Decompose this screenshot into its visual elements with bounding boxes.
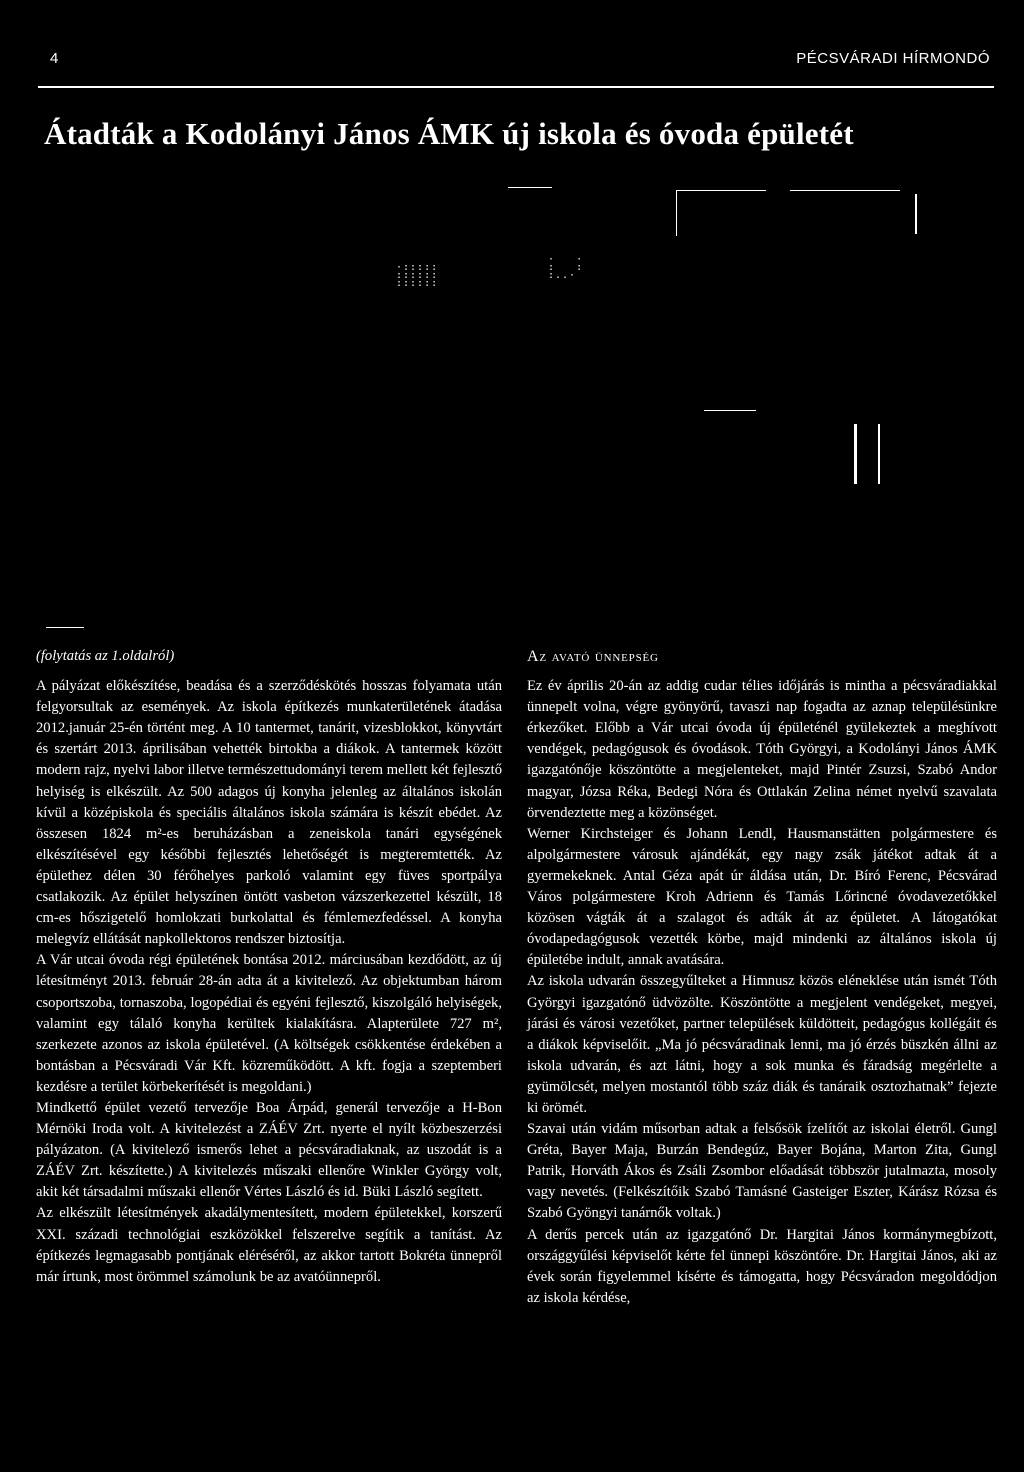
body-paragraph: Az elkészült létesítmények akadálymentesített, modern épületekkel, korszerű XXI. századi technológiai eszközökkel felszerelve segítik a tanítást. Az építkezés legmagasabb pontjának eléréséről, az akkor tartott Bokréta ünnepről már írtunk, most örömmel számolunk be az avatóünnepről. (36, 1205, 502, 1285)
body-paragraph: Szavai után vidám műsorban adtak a felsősök ízelítőt az iskolai életről. Gungl Gréta, Bayer Maja, Burzán Bendegúz, Bayer Bojána, Marton Zita, Gungl Patrik, Horváth Ákos és Zsáli Zsombor előadását többször jutalmazta, mosoly vagy nevetés. (Felkészítőik Szabó Tamásné Gasteiger Eszter, Kárász Rózsa és Szabó Gyöngyi tanárnők voltak.) (527, 1121, 997, 1222)
header-rule (38, 86, 994, 88)
body-paragraph: Mindkettő épület vezető tervezője Boa Árpád, generál tervezője a H-Bon Mérnöki Iroda volt. A kivitelezést a ZÁÉV Zrt. nyerte el nyílt közbeszerzési pályázaton. (A kivitelező ismerős lehet a pécsváradiaknak, az uszodát is a ZÁÉV Zrt. készítette.) A kivitelezés műszaki ellenőre Winkler György volt, akit két társadalmi műszaki ellenőr Vértes László és id. Büki László segített. (36, 1099, 502, 1201)
body-paragraph: Werner Kirchsteiger és Johann Lendl, Hausmanstätten polgármestere és alpolgármestere városuk ajándékát, egy nagy zsák játékot adtak át a gyermekeknek. Antal Géza apát úr áldása után, Dr. Bíró Ferenc, Pécsvárad Város polgármestere Kroh Adrienn és Tamás Lőrincné óvodavezetőkkel közösen vágták át a szalagot és adták át az épületet. A látogatókat óvodapedagógusok vezették körbe, majd mindenki az általános iskola új épületébe indult, annak avatására. (527, 825, 997, 969)
body-paragraph: A pályázat előkészítése, beadása és a szerződéskötés hosszas folyamata után felgyorsultak az események. Az iskola építkezés munkaterületének átadása 2012.január 25-én történt meg. A 10 tantermet, tanárit, vizesblokkot, könyvtárt és szertárt 2013. áprilisában vehették birtokba a diákok. A tantermek között modern rajz, nyelvi labor illetve természettudományi terem mellett két fejlesztő helyiség is elkészült. Az 500 adagos új konyha jelenleg az általános iskolán kívül a középiskola és speciális általános iskola számára is készít ebédet. Az összesen 1824 m²-es beruházásban a zeneiskola tanári egységének elkészítésével egy későbbi fejlesztés lehetőségét is megteremtették. Az épülethez délen 30 férőhelyes parkoló valamint egy füves sportpálya csatlakozik. Az épület helyszínen öntött vasbeton vázszerkezettel készült, 18 cm-es hőszigetelő homlokzati burkolattal és fémlemezfedéssel. A konyha melegvíz ellátását napkollektoros rendszer biztosítja. (36, 678, 502, 948)
body-paragraph: A Vár utcai óvoda régi épületének bontása 2012. márciusában kezdődött, az új létesítményt 2013. február 28-án adta át a kivitelező. Az objektumban három csoportszoba, tornaszoba, logopédiai és egyéni fejlesztő, kiszolgáló helyiségek, valamint egy tálaló konyha kerültek kialakításra. Alapterülete 727 m², szerkezete azonos az iskola épületével. (A költségek csökkentése érdekében a bontásban a Pécsváradi Vár Kft. közreműködött. A kft. fogja a szeptemberi kezdésre a terület körbekerítését is megoldani.) (36, 952, 502, 1095)
section-title: Az avató ünnepség (527, 648, 659, 665)
article-photo: ·::::: :::::: :::::: · · : : :..· (0, 170, 1024, 640)
body-paragraph: A derűs percek után az igazgatónő Dr. Hargitai János kormánymegbízott, országgyűlési képviselőt kérte fel ünnepi köszöntőre. Dr. Hargitai János, aki az évek során figyelemmel kísérte és támogatta, hogy Pécsváradon megoldódjon az iskola kérdése, (527, 1226, 997, 1306)
body-paragraph: Az iskola udvarán összegyűlteket a Himnusz közös eléneklése után ismét Tóth Györgyi igazgatónő üdvözölte. Köszöntötte a megjelent vendégeket, megyei, járási és városi vezetőket, partner települések küldötteit, pedagógus kollégáit és a diákok képviselőit. „Ma jó pécsváradinak lenni, ma jó érzés büszkén állni az iskola udvarán, és azt látni, hogy a sok munka és fáradság megérlelte a gyümölcsét, melyen mostantól több száz diák és tanáraik osztozhatnak” fejezte ki örömét. (527, 973, 997, 1116)
article-headline: Átadták a Kodolányi János ÁMK új iskola és óvoda épületét (44, 116, 854, 151)
left-column (36, 646, 502, 1288)
page-number: 4 (50, 50, 59, 67)
right-column (527, 646, 997, 1309)
page-header (38, 48, 990, 76)
continuation-note: (folytatás az 1.oldalról) (36, 648, 175, 664)
body-paragraph: Ez év április 20-án az addig cudar télies időjárás is mintha a pécsváradiakkal ünnepelt volna, végre gyönyörű, tavaszi nap fogadta az aznap településünkre érkezőket. Előbb a Vár utcai óvoda új épületénél gyülekeztek a meghívott vendégek, pedagógusok és óvodások. Tóth Györgyi, a Kodolányi János ÁMK igazgatónője köszöntötte a megjelenteket, majd Pintér Zsuzsi, Szabó Andor magyar, Józsa Réka, Bedegi Nóra és Ottlakán Zelina német nyelvű szavalata örvendeztette meg a közönséget. (527, 678, 997, 821)
publication-name: PÉCSVÁRADI HÍRMONDÓ (796, 50, 990, 67)
